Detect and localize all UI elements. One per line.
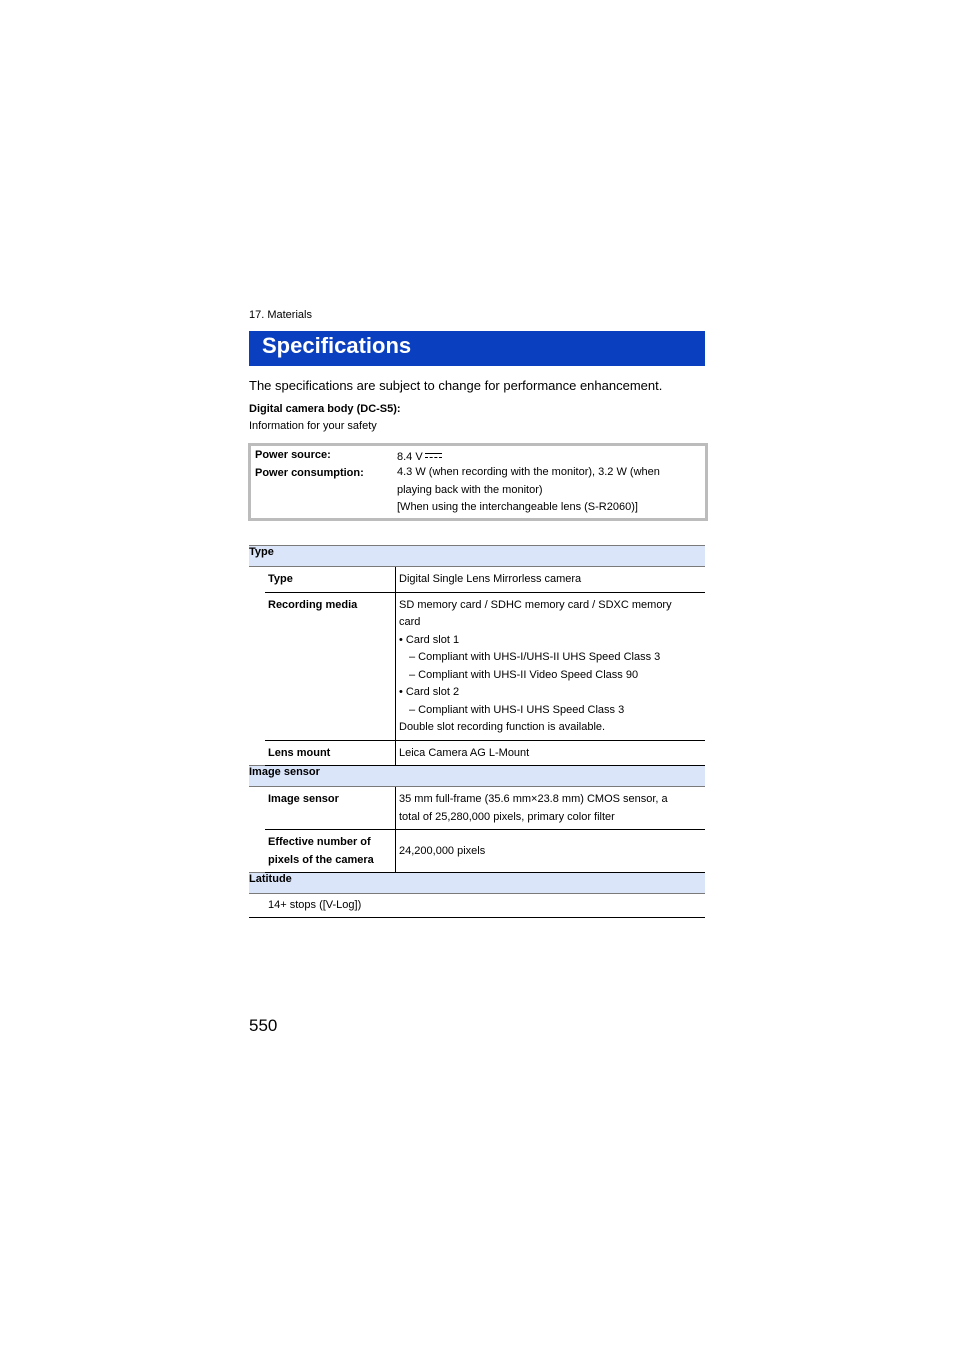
indent: [249, 787, 265, 830]
label-line: pixels of the camera: [268, 853, 374, 866]
intro-text: The specifications are subject to change for performance enhancement.: [249, 378, 663, 393]
power-consumption-value: [397, 464, 697, 517]
power-consumption-line: 4.3 W (when recording with the monitor), 3.2 W (when: [397, 466, 660, 478]
dc-symbol-icon: [425, 453, 442, 461]
indent: [249, 592, 265, 740]
row-label: Image sensor: [265, 787, 396, 830]
row-value: 14+ stops ([V-Log]): [265, 894, 705, 918]
value-line: card: [399, 616, 421, 628]
row-label: Recording media: [265, 592, 396, 740]
row-value: Leica Camera AG L-Mount: [396, 740, 706, 766]
indent: [249, 740, 265, 766]
table-row: [249, 592, 705, 740]
indent: [249, 830, 265, 873]
row-value: Digital Single Lens Mirrorless camera: [396, 567, 706, 593]
page-number: 550: [249, 1016, 278, 1035]
table-row: [249, 740, 705, 766]
value-line: total of 25,280,000 pixels, primary color filter: [399, 810, 615, 823]
table-row: [249, 830, 705, 873]
bullet-item: • Card slot 1: [399, 633, 460, 646]
spec-table: [249, 545, 705, 918]
page-title: Specifications: [262, 333, 412, 358]
indent: [249, 567, 265, 593]
value-line: SD memory card / SDHC memory card / SDXC memory: [399, 598, 672, 611]
sub-item: – Compliant with UHS-II Video Speed Class 90: [409, 668, 639, 681]
sub-item: – Compliant with UHS-I/UHS-II UHS Speed Class 3: [409, 651, 661, 663]
section-title: Image sensor: [249, 766, 705, 787]
row-label: [265, 830, 396, 873]
row-value: [396, 592, 706, 740]
power-consumption-line: playing back with the monitor): [397, 483, 543, 496]
power-consumption-label: Power consumption:: [255, 467, 364, 479]
row-value: 24,200,000 pixels: [396, 830, 706, 873]
row-label: Lens mount: [265, 740, 396, 766]
power-source-value-text: 8.4 V: [397, 451, 423, 463]
table-row: [249, 787, 705, 830]
bullet-item: • Card slot 2: [399, 686, 460, 698]
table-row: [249, 894, 705, 918]
table-row: [249, 567, 705, 593]
row-label: Type: [265, 567, 396, 593]
label-line: Effective number of: [268, 836, 371, 848]
safety-box: [248, 443, 708, 521]
safety-label: Information for your safety: [249, 420, 377, 432]
section-title: Latitude: [249, 873, 705, 894]
subhead: Digital camera body (DC-S5):: [249, 403, 401, 415]
indent: [249, 894, 265, 918]
sub-item: – Compliant with UHS-I UHS Speed Class 3: [409, 703, 625, 716]
section-title: Type: [249, 546, 705, 567]
breadcrumb: 17. Materials: [249, 309, 312, 321]
value-line: Double slot recording function is available.: [399, 721, 606, 733]
section-header-latitude: [249, 873, 705, 894]
power-consumption-line: [When using the interchangeable lens (S-R2060)]: [397, 501, 638, 513]
section-header-type: [249, 546, 705, 567]
power-source-label: Power source:: [255, 449, 331, 461]
value-line: 35 mm full-frame (35.6 mm×23.8 mm) CMOS sensor, a: [399, 793, 668, 805]
section-header-image-sensor: [249, 766, 705, 787]
row-value: [396, 787, 706, 830]
